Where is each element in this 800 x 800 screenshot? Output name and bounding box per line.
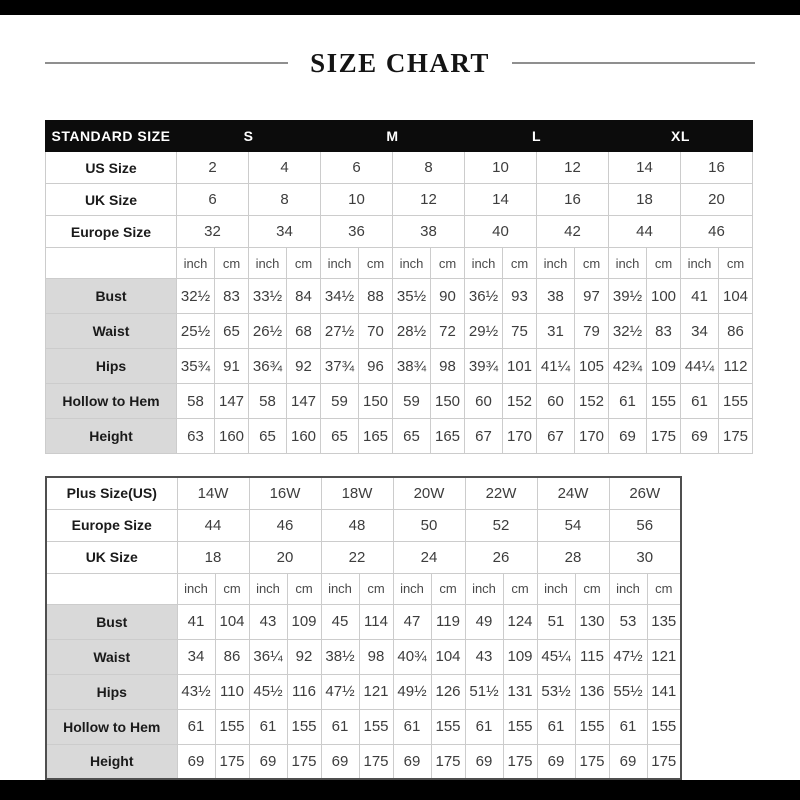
measure-inch-cell: 69: [465, 744, 503, 779]
size-cell: 8: [249, 184, 321, 216]
size-cell: 10: [321, 184, 393, 216]
measure-inch-cell: 28½: [393, 314, 431, 349]
measure-inch-cell: 41: [681, 279, 719, 314]
row-label: UK Size: [46, 541, 177, 573]
measure-cm-cell: 83: [215, 279, 249, 314]
size-cell: 40: [465, 216, 537, 248]
row-label: US Size: [46, 152, 177, 184]
measure-cm-cell: 141: [647, 674, 681, 709]
measure-inch-cell: 39½: [609, 279, 647, 314]
measure-cm-cell: 70: [359, 314, 393, 349]
row-label: Hips: [46, 349, 177, 384]
measure-inch-cell: 55½: [609, 674, 647, 709]
row-label: Bust: [46, 279, 177, 314]
measure-cm-cell: 91: [215, 349, 249, 384]
measure-inch-cell: 59: [321, 384, 359, 419]
size-cell: 36: [321, 216, 393, 248]
measure-cm-cell: 121: [647, 639, 681, 674]
measure-cm-cell: 175: [503, 744, 537, 779]
measure-inch-cell: 58: [177, 384, 215, 419]
size-cell: 38: [393, 216, 465, 248]
unit-cm-cell: cm: [431, 573, 465, 604]
measure-cm-cell: 175: [647, 744, 681, 779]
standard-size-row: [46, 152, 753, 184]
size-cell: 8: [393, 152, 465, 184]
unit-inch-cell: inch: [681, 248, 719, 279]
unit-cm-cell: cm: [503, 248, 537, 279]
unit-inch-cell: inch: [249, 248, 287, 279]
measure-cm-cell: 92: [287, 349, 321, 384]
plus-size-row: [46, 541, 681, 573]
measure-cm-cell: 155: [575, 709, 609, 744]
size-group-header: XL: [609, 121, 753, 152]
size-cell: 14: [465, 184, 537, 216]
measure-inch-cell: 41: [177, 604, 215, 639]
unit-cm-cell: cm: [287, 248, 321, 279]
plus-measure-row: [46, 604, 681, 639]
measure-inch-cell: 26½: [249, 314, 287, 349]
measure-cm-cell: 155: [647, 709, 681, 744]
unit-inch-cell: inch: [321, 573, 359, 604]
unit-cm-cell: cm: [215, 573, 249, 604]
unit-cm-cell: cm: [287, 573, 321, 604]
measure-inch-cell: 35¾: [177, 349, 215, 384]
size-cell: 26W: [609, 477, 681, 509]
measure-cm-cell: 104: [431, 639, 465, 674]
size-cell: 32: [177, 216, 249, 248]
measure-inch-cell: 47: [393, 604, 431, 639]
size-cell: 20: [681, 184, 753, 216]
table-header-label: STANDARD SIZE: [46, 121, 177, 152]
measure-cm-cell: 152: [575, 384, 609, 419]
measure-cm-cell: 147: [215, 384, 249, 419]
measure-cm-cell: 150: [431, 384, 465, 419]
measure-inch-cell: 61: [249, 709, 287, 744]
measure-cm-cell: 86: [215, 639, 249, 674]
measure-cm-cell: 147: [287, 384, 321, 419]
measure-cm-cell: 93: [503, 279, 537, 314]
measure-cm-cell: 79: [575, 314, 609, 349]
row-label: Waist: [46, 639, 177, 674]
measure-inch-cell: 43: [249, 604, 287, 639]
unit-cm-cell: cm: [647, 248, 681, 279]
measure-inch-cell: 38½: [321, 639, 359, 674]
measure-cm-cell: 175: [359, 744, 393, 779]
measure-cm-cell: 88: [359, 279, 393, 314]
measure-inch-cell: 37¾: [321, 349, 359, 384]
measure-inch-cell: 61: [609, 709, 647, 744]
size-cell: 44: [609, 216, 681, 248]
measure-cm-cell: 170: [503, 419, 537, 454]
size-cell: 56: [609, 509, 681, 541]
measure-cm-cell: 96: [359, 349, 393, 384]
measure-cm-cell: 165: [431, 419, 465, 454]
measure-inch-cell: 40¾: [393, 639, 431, 674]
measure-inch-cell: 34: [177, 639, 215, 674]
unit-inch-cell: inch: [609, 573, 647, 604]
measure-cm-cell: 175: [575, 744, 609, 779]
size-cell: 46: [681, 216, 753, 248]
standard-black-header-row: [46, 121, 753, 152]
title-section: [45, 46, 755, 80]
row-label: Hollow to Hem: [46, 709, 177, 744]
unit-inch-cell: inch: [177, 573, 215, 604]
measure-inch-cell: 65: [249, 419, 287, 454]
measure-cm-cell: 97: [575, 279, 609, 314]
standard-size-table: [45, 120, 753, 454]
plus-size-table: [45, 476, 682, 780]
measure-inch-cell: 51½: [465, 674, 503, 709]
measure-cm-cell: 175: [215, 744, 249, 779]
measure-cm-cell: 83: [647, 314, 681, 349]
measure-inch-cell: 29½: [465, 314, 503, 349]
plus-size-row: [46, 477, 681, 509]
size-cell: 10: [465, 152, 537, 184]
size-cell: 2: [177, 152, 249, 184]
plus-measure-row: [46, 674, 681, 709]
unit-inch-cell: inch: [393, 573, 431, 604]
measure-inch-cell: 32½: [609, 314, 647, 349]
measure-inch-cell: 61: [537, 709, 575, 744]
size-cell: 12: [393, 184, 465, 216]
unit-inch-cell: inch: [465, 573, 503, 604]
measure-inch-cell: 32½: [177, 279, 215, 314]
size-cell: 22: [321, 541, 393, 573]
size-cell: 44: [177, 509, 249, 541]
unit-cm-cell: cm: [503, 573, 537, 604]
plus-measure-row: [46, 709, 681, 744]
measure-cm-cell: 90: [431, 279, 465, 314]
measure-cm-cell: 135: [647, 604, 681, 639]
unit-inch-cell: inch: [321, 248, 359, 279]
measure-inch-cell: 45: [321, 604, 359, 639]
standard-measure-row: [46, 349, 753, 384]
top-letterbox-bar: [0, 0, 800, 15]
measure-cm-cell: 115: [575, 639, 609, 674]
size-cell: 42: [537, 216, 609, 248]
measure-inch-cell: 69: [249, 744, 287, 779]
unit-inch-cell: inch: [537, 573, 575, 604]
measure-cm-cell: 105: [575, 349, 609, 384]
measure-cm-cell: 119: [431, 604, 465, 639]
unit-cm-cell: cm: [575, 573, 609, 604]
unit-inch-cell: inch: [393, 248, 431, 279]
title-rule-left: [45, 62, 288, 64]
standard-measure-row: [46, 279, 753, 314]
measure-inch-cell: 69: [681, 419, 719, 454]
measure-inch-cell: 45½: [249, 674, 287, 709]
size-group-header: M: [321, 121, 465, 152]
measure-cm-cell: 150: [359, 384, 393, 419]
size-cell: 16W: [249, 477, 321, 509]
measure-inch-cell: 38: [537, 279, 575, 314]
standard-size-row: [46, 184, 753, 216]
size-cell: 48: [321, 509, 393, 541]
measure-inch-cell: 41¼: [537, 349, 575, 384]
measure-cm-cell: 136: [575, 674, 609, 709]
measure-cm-cell: 109: [287, 604, 321, 639]
measure-inch-cell: 31: [537, 314, 575, 349]
measure-inch-cell: 38¾: [393, 349, 431, 384]
measure-cm-cell: 100: [647, 279, 681, 314]
measure-inch-cell: 53½: [537, 674, 575, 709]
measure-inch-cell: 49½: [393, 674, 431, 709]
measure-cm-cell: 175: [431, 744, 465, 779]
size-cell: 18: [177, 541, 249, 573]
measure-cm-cell: 75: [503, 314, 537, 349]
size-cell: 46: [249, 509, 321, 541]
measure-cm-cell: 155: [719, 384, 753, 419]
size-cell: 22W: [465, 477, 537, 509]
size-cell: 14W: [177, 477, 249, 509]
page-title: SIZE CHART: [310, 47, 490, 78]
size-cell: 30: [609, 541, 681, 573]
measure-inch-cell: 67: [465, 419, 503, 454]
measure-inch-cell: 27½: [321, 314, 359, 349]
measure-inch-cell: 63: [177, 419, 215, 454]
measure-inch-cell: 61: [177, 709, 215, 744]
measure-cm-cell: 101: [503, 349, 537, 384]
measure-cm-cell: 130: [575, 604, 609, 639]
measure-cm-cell: 65: [215, 314, 249, 349]
size-cell: 54: [537, 509, 609, 541]
measure-inch-cell: 69: [609, 419, 647, 454]
measure-cm-cell: 155: [287, 709, 321, 744]
measure-inch-cell: 61: [609, 384, 647, 419]
size-cell: 28: [537, 541, 609, 573]
measure-inch-cell: 36¼: [249, 639, 287, 674]
size-cell: 16: [537, 184, 609, 216]
size-cell: 24W: [537, 477, 609, 509]
unit-cm-cell: cm: [647, 573, 681, 604]
measure-cm-cell: 160: [287, 419, 321, 454]
size-group-header: L: [465, 121, 609, 152]
measure-inch-cell: 69: [537, 744, 575, 779]
unit-inch-cell: inch: [609, 248, 647, 279]
size-cell: 12: [537, 152, 609, 184]
unit-cm-cell: cm: [719, 248, 753, 279]
measure-cm-cell: 68: [287, 314, 321, 349]
unit-row-label: [46, 248, 177, 279]
measure-cm-cell: 114: [359, 604, 393, 639]
bottom-letterbox-bar: [0, 780, 800, 800]
size-cell: 6: [177, 184, 249, 216]
measure-cm-cell: 175: [719, 419, 753, 454]
unit-cm-cell: cm: [359, 248, 393, 279]
size-cell: 6: [321, 152, 393, 184]
row-label: Height: [46, 744, 177, 779]
measure-inch-cell: 58: [249, 384, 287, 419]
measure-inch-cell: 60: [537, 384, 575, 419]
measure-inch-cell: 61: [393, 709, 431, 744]
measure-inch-cell: 25½: [177, 314, 215, 349]
measure-cm-cell: 84: [287, 279, 321, 314]
row-label: Bust: [46, 604, 177, 639]
size-cell: 4: [249, 152, 321, 184]
standard-measure-row: [46, 384, 753, 419]
measure-inch-cell: 34: [681, 314, 719, 349]
measure-inch-cell: 43½: [177, 674, 215, 709]
row-label: Waist: [46, 314, 177, 349]
size-cell: 20W: [393, 477, 465, 509]
measure-cm-cell: 104: [719, 279, 753, 314]
standard-unit-row: [46, 248, 753, 279]
row-label: Plus Size(US): [46, 477, 177, 509]
measure-inch-cell: 59: [393, 384, 431, 419]
measure-inch-cell: 34½: [321, 279, 359, 314]
row-label: Height: [46, 419, 177, 454]
row-label: Europe Size: [46, 216, 177, 248]
measure-inch-cell: 35½: [393, 279, 431, 314]
unit-inch-cell: inch: [249, 573, 287, 604]
measure-inch-cell: 43: [465, 639, 503, 674]
measure-inch-cell: 69: [321, 744, 359, 779]
measure-inch-cell: 47½: [609, 639, 647, 674]
measure-cm-cell: 155: [647, 384, 681, 419]
measure-cm-cell: 112: [719, 349, 753, 384]
title-rule-right: [512, 62, 755, 64]
size-group-header: S: [177, 121, 321, 152]
row-label: Europe Size: [46, 509, 177, 541]
measure-cm-cell: 110: [215, 674, 249, 709]
measure-cm-cell: 121: [359, 674, 393, 709]
measure-inch-cell: 36¾: [249, 349, 287, 384]
unit-inch-cell: inch: [465, 248, 503, 279]
size-cell: 52: [465, 509, 537, 541]
measure-inch-cell: 51: [537, 604, 575, 639]
row-label: UK Size: [46, 184, 177, 216]
measure-inch-cell: 42¾: [609, 349, 647, 384]
measure-cm-cell: 104: [215, 604, 249, 639]
size-cell: 18: [609, 184, 681, 216]
unit-cm-cell: cm: [359, 573, 393, 604]
measure-inch-cell: 65: [321, 419, 359, 454]
size-cell: 50: [393, 509, 465, 541]
measure-cm-cell: 155: [431, 709, 465, 744]
plus-measure-row: [46, 639, 681, 674]
measure-cm-cell: 124: [503, 604, 537, 639]
measure-cm-cell: 72: [431, 314, 465, 349]
unit-row-label: [46, 573, 177, 604]
measure-cm-cell: 98: [359, 639, 393, 674]
measure-inch-cell: 65: [393, 419, 431, 454]
measure-inch-cell: 61: [681, 384, 719, 419]
row-label: Hollow to Hem: [46, 384, 177, 419]
measure-cm-cell: 155: [215, 709, 249, 744]
measure-inch-cell: 47½: [321, 674, 359, 709]
standard-size-row: [46, 216, 753, 248]
measure-inch-cell: 33½: [249, 279, 287, 314]
measure-cm-cell: 170: [575, 419, 609, 454]
measure-cm-cell: 155: [359, 709, 393, 744]
measure-inch-cell: 69: [393, 744, 431, 779]
measure-cm-cell: 116: [287, 674, 321, 709]
measure-cm-cell: 126: [431, 674, 465, 709]
size-cell: 18W: [321, 477, 393, 509]
plus-measure-row: [46, 744, 681, 779]
measure-cm-cell: 175: [647, 419, 681, 454]
measure-inch-cell: 67: [537, 419, 575, 454]
measure-inch-cell: 69: [609, 744, 647, 779]
unit-inch-cell: inch: [537, 248, 575, 279]
standard-measure-row: [46, 419, 753, 454]
size-cell: 14: [609, 152, 681, 184]
size-cell: 34: [249, 216, 321, 248]
size-cell: 16: [681, 152, 753, 184]
measure-cm-cell: 165: [359, 419, 393, 454]
measure-cm-cell: 109: [647, 349, 681, 384]
unit-cm-cell: cm: [575, 248, 609, 279]
unit-cm-cell: cm: [215, 248, 249, 279]
size-cell: 24: [393, 541, 465, 573]
measure-inch-cell: 61: [465, 709, 503, 744]
measure-inch-cell: 44¼: [681, 349, 719, 384]
measure-inch-cell: 45¼: [537, 639, 575, 674]
size-cell: 26: [465, 541, 537, 573]
measure-cm-cell: 160: [215, 419, 249, 454]
size-cell: 20: [249, 541, 321, 573]
measure-cm-cell: 92: [287, 639, 321, 674]
unit-inch-cell: inch: [177, 248, 215, 279]
measure-inch-cell: 39¾: [465, 349, 503, 384]
measure-cm-cell: 155: [503, 709, 537, 744]
measure-inch-cell: 60: [465, 384, 503, 419]
measure-cm-cell: 152: [503, 384, 537, 419]
plus-unit-row: [46, 573, 681, 604]
row-label: Hips: [46, 674, 177, 709]
measure-cm-cell: 131: [503, 674, 537, 709]
measure-inch-cell: 53: [609, 604, 647, 639]
measure-cm-cell: 175: [287, 744, 321, 779]
plus-size-row: [46, 509, 681, 541]
measure-inch-cell: 36½: [465, 279, 503, 314]
standard-measure-row: [46, 314, 753, 349]
measure-inch-cell: 69: [177, 744, 215, 779]
measure-cm-cell: 109: [503, 639, 537, 674]
measure-cm-cell: 86: [719, 314, 753, 349]
unit-cm-cell: cm: [431, 248, 465, 279]
measure-cm-cell: 98: [431, 349, 465, 384]
measure-inch-cell: 49: [465, 604, 503, 639]
measure-inch-cell: 61: [321, 709, 359, 744]
